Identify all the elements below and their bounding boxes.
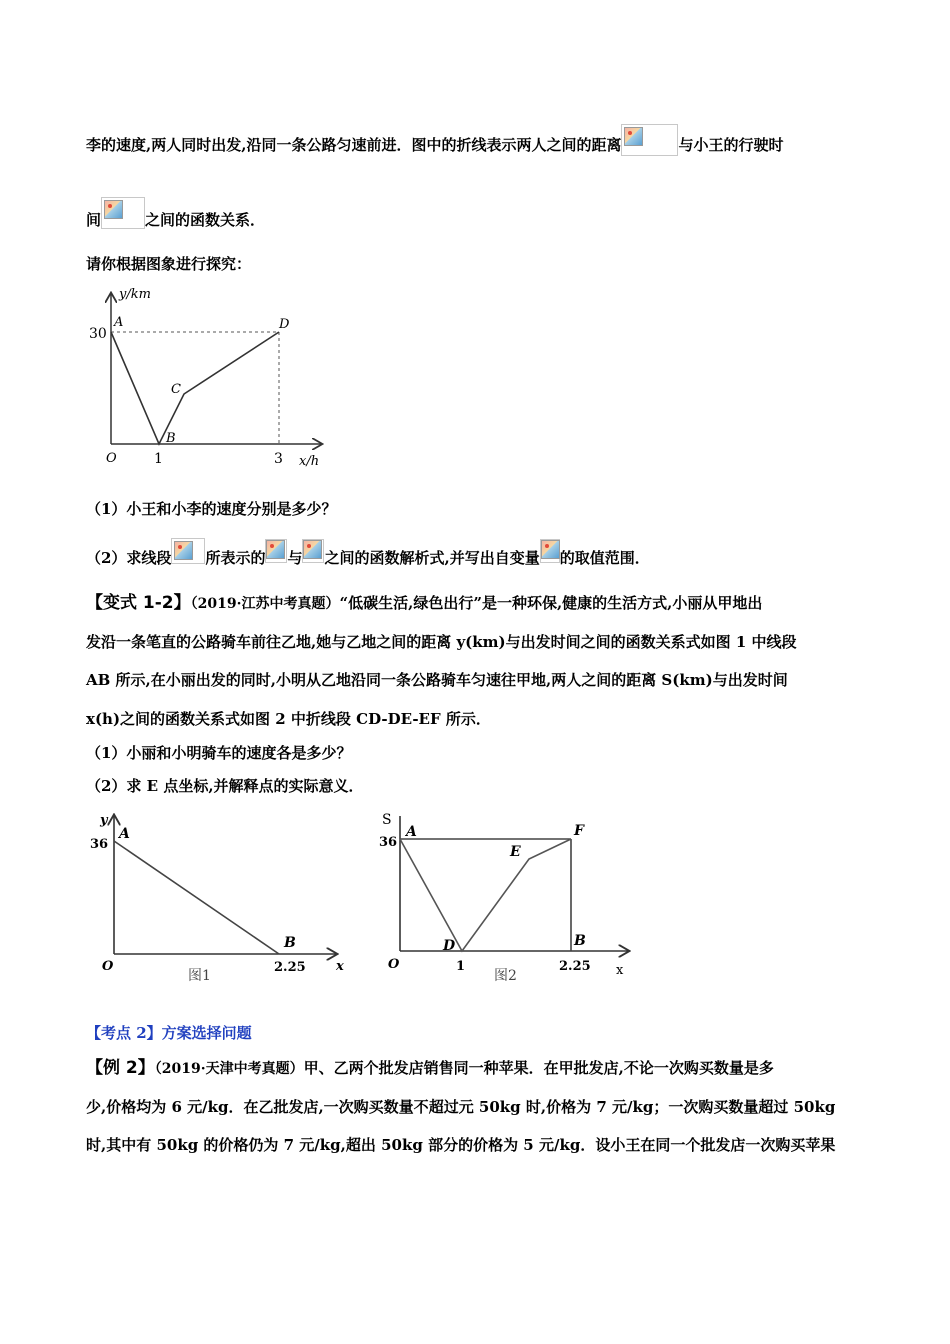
origin-label: O (388, 957, 400, 972)
figure-2-graph (376, 808, 646, 988)
point-label-a: A (119, 826, 130, 842)
segment-ab (114, 841, 279, 954)
image-placeholder-icon (621, 124, 678, 156)
point-label-b: B (284, 935, 296, 951)
y-tick-label: 30 (89, 326, 107, 342)
text-line: 发沿一条笔直的公路骑车前往乙地,她与乙地之间的距离 y(km)与出发时间之间的函数关系式如图 1 中线段 (86, 633, 797, 651)
variant-1-2-line (86, 593, 762, 614)
question-2: （2）求 E 点坐标,并解释点的实际意义． (86, 777, 364, 795)
section-heading: 【考点 2】方案选择问题 (86, 1024, 252, 1042)
image-placeholder-icon (101, 197, 145, 229)
point-label-f: F (574, 823, 584, 839)
text-segment: “低碳生活,绿色出行”是一种环保,健康的生活方式,小丽从甲地出 (339, 594, 763, 612)
text-segment: 间 (86, 211, 102, 229)
x-axis-label: x (616, 963, 624, 978)
point-label-b: B (166, 431, 176, 446)
polyline-cdef (400, 839, 571, 951)
y-tick-label: 36 (379, 835, 398, 850)
example-2-line (86, 1058, 774, 1079)
image-placeholder-icon (171, 538, 205, 564)
image-placeholder-icon (265, 539, 287, 563)
figure-1-graph (86, 808, 356, 988)
distance-time-graph (86, 284, 336, 474)
question-1: （1）小丽和小明骑车的速度各是多少？ (86, 744, 352, 762)
example-tag: 【例 2】 (86, 1058, 155, 1078)
x-tick-label: 1 (154, 451, 163, 467)
variant-tag: 【变式 1-2】 (86, 593, 191, 613)
text-segment: 之间的函数解析式,并写出自变量 (324, 549, 540, 567)
x-tick-label: 2.25 (559, 959, 591, 974)
polyline-abcd (111, 332, 279, 444)
origin-label: O (106, 451, 117, 466)
x-tick-label: 1 (456, 959, 466, 974)
text-line (86, 205, 265, 237)
x-tick-label: 2.25 (274, 960, 306, 975)
y-axis-label: y (100, 813, 108, 828)
point-label-d: D (443, 938, 456, 954)
point-label-c: C (171, 382, 181, 397)
source-label: （2019·江苏中考真题） (190, 596, 340, 612)
x-axis-label: x/h (299, 454, 320, 469)
image-placeholder-icon (302, 539, 324, 563)
point-label-e: E (510, 844, 521, 860)
question-1: （1）小王和小李的速度分别是多少？ (86, 500, 337, 518)
figure-caption: 图2 (494, 968, 517, 984)
text-segment: 所表示的 (205, 549, 266, 567)
point-label-d: D (279, 317, 290, 332)
question-2 (86, 546, 650, 572)
text-segment: 李的速度,两人同时出发,沿同一条公路匀速前进．图中的折线表示两人之间的距离 (86, 136, 622, 154)
origin-label: O (102, 959, 114, 974)
y-tick-label: 36 (90, 837, 109, 852)
text-segment: 与 (287, 549, 303, 567)
text-line: 请你根据图象进行探究： (86, 255, 252, 273)
point-label-a: A (114, 315, 124, 330)
text-line: 时,其中有 50kg 的价格仍为 7 元/kg,超出 50kg 部分的价格为 5 元/kg．设小王在同一个批发店一次购买苹果 (86, 1136, 836, 1154)
source-label: （2019·天津中考真题） (154, 1061, 304, 1077)
text-segment: 之间的函数关系． (145, 211, 266, 229)
text-line: 少,价格均为 6 元/kg．在乙批发店,一次购买数量不超过元 50kg 时,价格为 7 元/kg；一次购买数量超过 50kg (86, 1098, 836, 1116)
x-axis-label: x (336, 959, 344, 974)
image-placeholder-icon (540, 539, 560, 563)
point-label-b: B (574, 933, 586, 949)
text-line (86, 130, 783, 162)
text-line: AB 所示,在小丽出发的同时,小明从乙地沿同一条公路骑车匀速往甲地,两人之间的距离 S(km)与出发时间 (86, 671, 788, 689)
text-line: x(h)之间的函数关系式如图 2 中折线段 CD-DE-EF 所示． (86, 710, 491, 728)
text-segment: （2）求线段 (86, 549, 172, 567)
text-segment: 与小王的行驶时 (678, 136, 784, 154)
x-tick-label: 3 (274, 451, 283, 467)
text-segment: 甲、乙两个批发店销售同一种苹果．在甲批发店,不论一次购买数量是多 (303, 1059, 774, 1077)
point-label-a: A (406, 824, 417, 840)
y-axis-label: y/km (119, 287, 151, 302)
figure-caption: 图1 (188, 968, 211, 984)
y-axis-label: S (382, 812, 392, 828)
text-segment: 的取值范围． (559, 549, 650, 567)
